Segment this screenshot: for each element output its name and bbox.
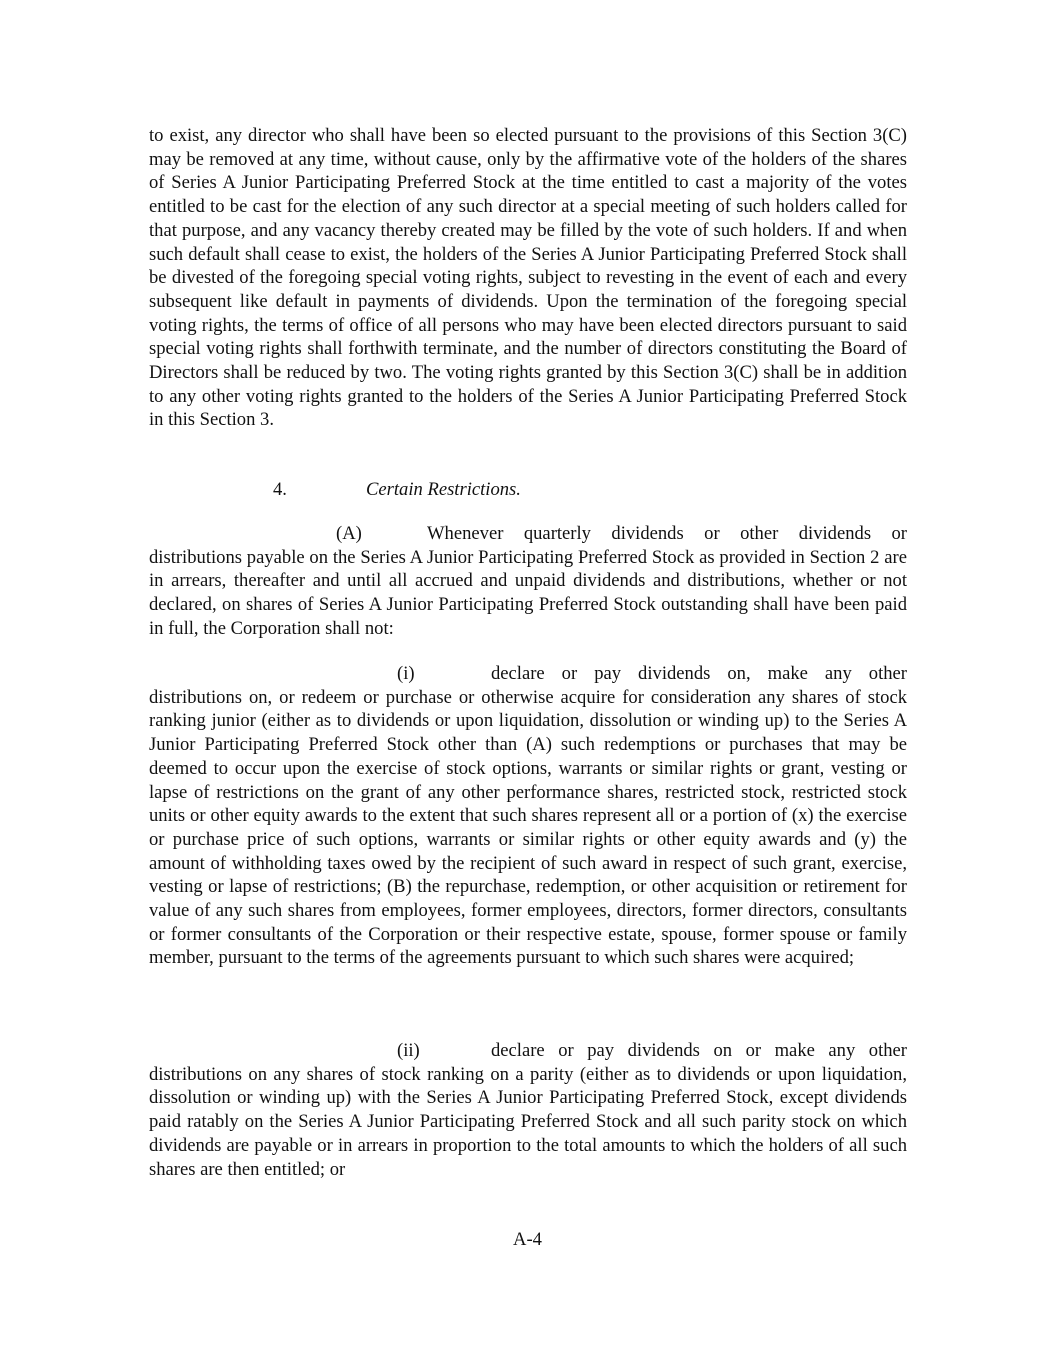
- clause-i-label: (i): [397, 663, 415, 684]
- subsection-a: [149, 522, 907, 641]
- clause-ii-label: (ii): [397, 1040, 420, 1061]
- clause-i-text: declare or pay dividends on, make any other distributions on, or redeem or purchase or otherwise acquire for consideration any shares of stock ranking junior (either as to dividends or upon liquidation, dissolution or winding up) to the Series A Junior Participating Preferred Stock other than (A) such redemptions or purchases that may be deemed to occur upon the exercise of stock options, warrants or similar rights or grant, vesting or lapse of restrictions on the grant of any other performance shares, restricted stock, restricted stock units or other equity awards to the extent that such shares represent all or a portion of (x) the exercise or purchase price of such options, warrants or similar rights or other equity awards and (y) the amount of withholding taxes owed by the recipient of such award in respect of such grant, exercise, vesting or lapse of restrictions; (B) the repurchase, redemption, or other acquisition or retirement for value of any such shares from employees, former employees, directors, former directors, consultants or former consultants of the Corporation or their respective estate, spouse, former spouse or family member, pursuant to the terms of the agreements pursuant to which such shares were acquired;: [149, 663, 907, 969]
- clause-ii: [149, 1039, 907, 1181]
- paragraph-section-3c-continuation: to exist, any director who shall have been so elected pursuant to the provisions of this Section 3(C) may be removed at any time, without cause, only by the affirmative vote of the holders of the shares of Series A Junior Participating Preferred Stock at the time entitled to cast a majority of the votes entitled to be cast for the election of any such director at a special meeting of such holders called for that purpose, and any vacancy thereby created may be filled by the vote of such holders. If and when such default shall cease to exist, the holders of the Series A Junior Participating Preferred Stock shall be divested of the foregoing special voting rights, subject to revesting in the event of each and every subsequent like default in payments of dividends. Upon the termination of the foregoing special voting rights, the terms of office of all persons who may have been elected directors pursuant to said special voting rights shall forthwith terminate, and the number of directors constituting the Board of Directors shall be reduced by two. The voting rights granted by this Section 3(C) shall be in addition to any other voting rights granted to the holders of the Series A Junior Participating Preferred Stock in this Section 3.: [149, 125, 907, 431]
- clause-i: [149, 662, 907, 970]
- section-title: Certain Restrictions.: [366, 479, 521, 500]
- subsection-a-label: (A): [336, 523, 362, 544]
- page-number: A-4: [513, 1229, 542, 1250]
- subsection-a-text: Whenever quarterly dividends or other dividends or distributions payable on the Series A Junior Participating Preferred Stock as provided in Section 2 are in arrears, thereafter and until all accrued and unpaid dividends and distributions, whether or not declared, on shares of Series A Junior Participating Preferred Stock outstanding shall have been paid in full, the Corporation shall not:: [149, 523, 907, 639]
- clause-ii-text: declare or pay dividends on or make any other distributions on any shares of stock ranking on a parity (either as to dividends or upon liquidation, dissolution or winding up) with the Series A Junior Participating Preferred Stock, except dividends paid ratably on the Series A Junior Participating Preferred Stock and all such parity stock on which dividends are payable or in arrears in proportion to the total amounts to which the holders of all such shares are then entitled; or: [149, 1040, 907, 1180]
- section-number: 4.: [273, 479, 287, 500]
